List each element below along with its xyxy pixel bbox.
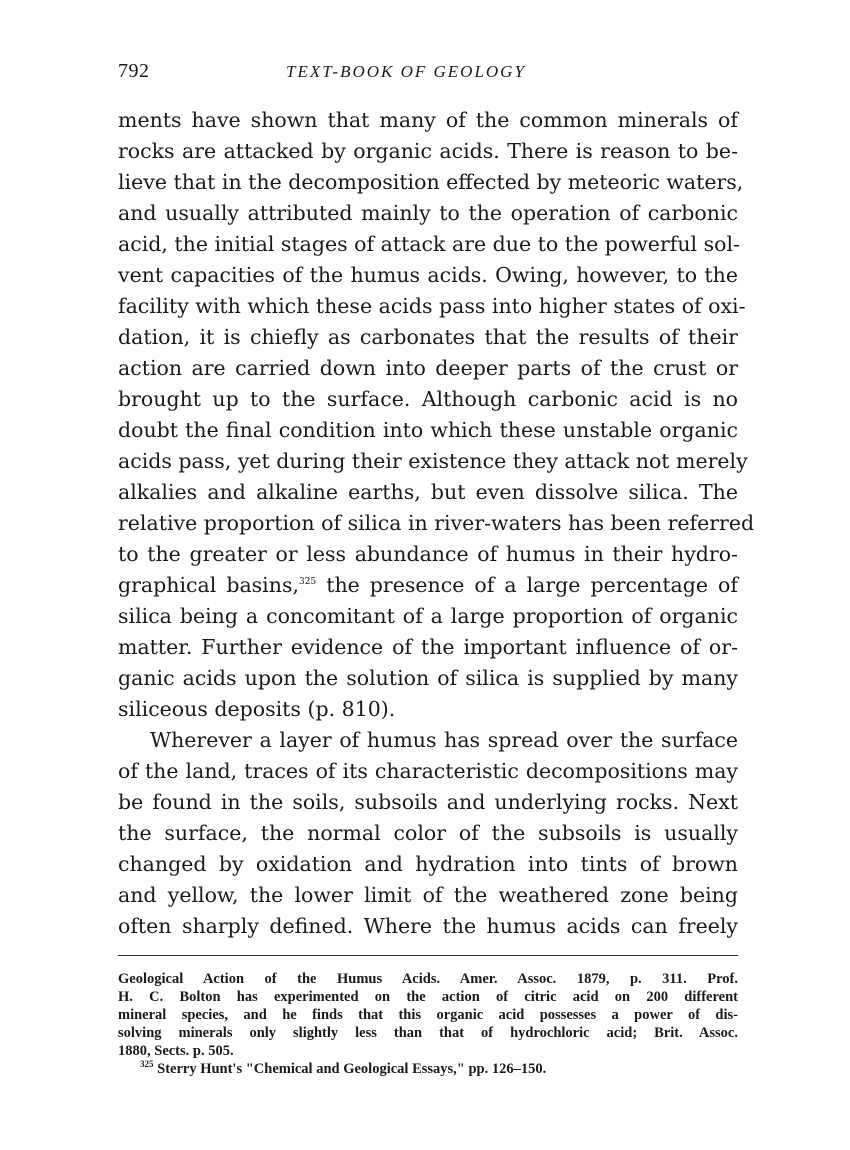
footnote-line — [118, 1060, 738, 1078]
text-line: and usually attributed mainly to the operation of carbonic — [118, 201, 738, 225]
text-line: rocks are attacked by organic acids. There is reason to be- — [118, 139, 738, 163]
text-line-with-reference — [118, 570, 738, 601]
text-line: relative proportion of silica in river-waters has been referred — [118, 511, 755, 535]
footnote-divider — [118, 955, 738, 956]
footnote-number: 325 — [140, 1059, 154, 1070]
text-line: of the land, traces of its characteristic decompositions may — [118, 759, 738, 783]
text-line: alkalies and alkaline earths, but even dissolve silica. The — [118, 480, 738, 504]
text-line: acid, the initial stages of attack are due to the powerful sol- — [118, 232, 740, 256]
footnote-line: mineral species, and he finds that this organic acid possesses a power of dis- — [118, 1007, 738, 1023]
footnotes — [118, 970, 738, 1078]
text-line: ments have shown that many of the common minerals of — [118, 108, 738, 132]
text-line: dation, it is chiefly as carbonates that the results of their — [118, 325, 738, 349]
text-line: the surface, the normal color of the subsoils is usually — [118, 821, 738, 845]
footnote-reference: 325 — [298, 577, 317, 588]
text-line: and yellow, the lower limit of the weathered zone being — [118, 883, 738, 907]
text-line: action are carried down into deeper parts of the crust or — [118, 356, 738, 380]
text-line: Wherever a layer of humus has spread over the surface — [150, 728, 738, 752]
page-number: 792 — [118, 60, 150, 82]
text-line: matter. Further evidence of the important influence of or- — [118, 635, 738, 659]
text-line: acids pass, yet during their existence they attack not merely — [118, 449, 748, 473]
text-line: vent capacities of the humus acids. Owing, however, to the — [118, 263, 738, 287]
text-line: facility with which these acids pass into higher states of oxi- — [118, 294, 746, 318]
text-line: changed by oxidation and hydration into tints of brown — [118, 852, 738, 876]
footnote-line: 1880, Sects. p. 505. — [118, 1043, 234, 1059]
body-text — [118, 105, 755, 942]
text-line: doubt the final condition into which these unstable organic — [118, 418, 738, 442]
footnote-line: solving minerals only slightly less than that of hydrochloric acid; Brit. Assoc. — [118, 1025, 738, 1041]
text-line: be found in the soils, subsoils and underlying rocks. Next — [118, 790, 738, 814]
text-line: silica being a concomitant of a large proportion of organic — [118, 604, 738, 628]
text-segment: the presence of a large percentage of — [316, 573, 738, 597]
page-header — [118, 60, 738, 90]
text-line: ganic acids upon the solution of silica is supplied by many — [118, 666, 738, 690]
footnote-text: Sterry Hunt's "Chemical and Geological Essays," pp. 126–150. — [153, 1061, 547, 1077]
text-segment: graphical basins, — [118, 573, 299, 597]
text-line: lieve that in the decomposition effected by meteoric waters, — [118, 170, 744, 194]
text-line: brought up to the surface. Although carbonic acid is no — [118, 387, 738, 411]
text-line: to the greater or less abundance of humus in their hydro- — [118, 542, 738, 566]
running-head: TEXT-BOOK OF GEOLOGY — [286, 62, 526, 81]
text-line: often sharply defined. Where the humus acids can freely — [118, 914, 738, 938]
text-line: siliceous deposits (p. 810). — [118, 697, 396, 721]
footnote-line: Geological Action of the Humus Acids. Amer. Assoc. 1879, p. 311. Prof. — [118, 971, 738, 987]
footnote-line: H. C. Bolton has experimented on the action of citric acid on 200 different — [118, 989, 738, 1005]
